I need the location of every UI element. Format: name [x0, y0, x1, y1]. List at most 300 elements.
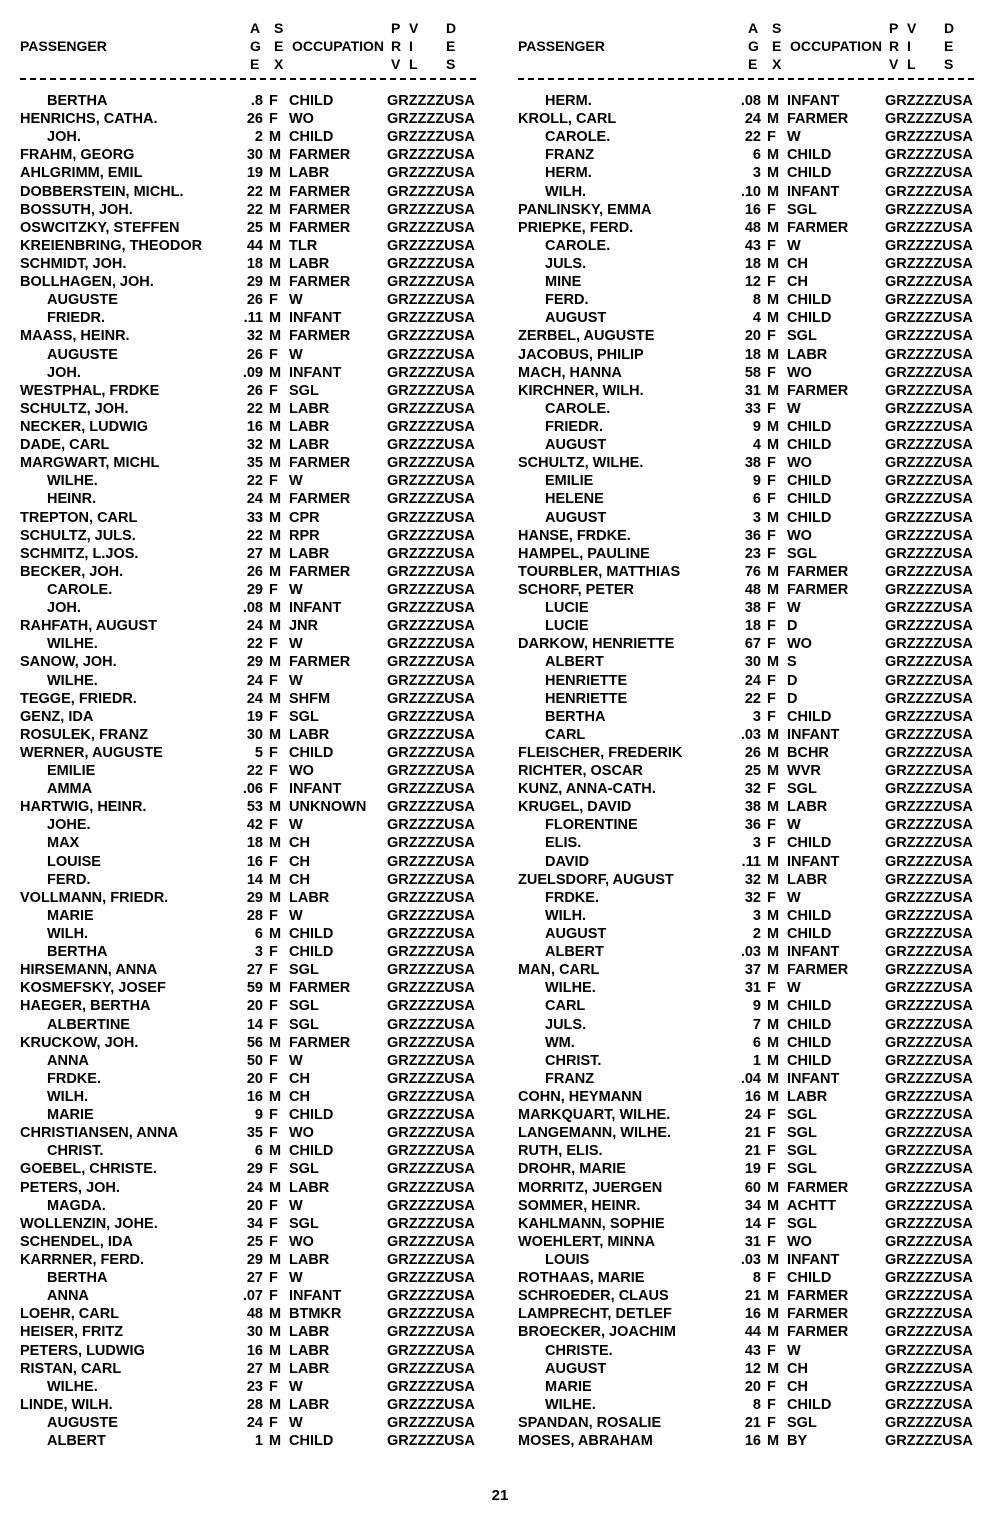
age-value: 53 — [246, 799, 263, 816]
passenger-name: EMILIE — [545, 473, 594, 490]
origin-destination-value: GRZZZZUSA — [885, 455, 973, 472]
origin-destination-value: GRZZZZUSA — [387, 1288, 475, 1305]
age-value: 16 — [744, 201, 761, 218]
age-value: 30 — [246, 1324, 263, 1341]
sex-value: F — [269, 962, 278, 979]
passenger-name: CAROLE. — [545, 400, 611, 417]
table-row — [20, 1179, 500, 1197]
column-header — [518, 18, 998, 74]
passenger-name: WILHE. — [545, 1396, 596, 1413]
occupation-value: D — [787, 672, 798, 689]
origin-destination-value: GRZZZZUSA — [885, 1179, 973, 1196]
age-value: 16 — [246, 1089, 263, 1106]
sex-value: F — [767, 545, 776, 562]
occupation-value: SGL — [787, 1215, 817, 1232]
header-vil-v: V — [907, 20, 917, 36]
table-row — [20, 1142, 500, 1160]
sex-value: M — [767, 111, 780, 128]
table-row — [20, 237, 500, 255]
sex-value: F — [767, 817, 776, 834]
occupation-value: FARMER — [787, 962, 849, 979]
sex-value: M — [767, 907, 780, 924]
sex-value: F — [767, 1233, 776, 1250]
table-row — [518, 780, 998, 798]
origin-destination-value: GRZZZZUSA — [885, 907, 973, 924]
table-row — [20, 1088, 500, 1106]
age-value: 24 — [246, 1414, 263, 1431]
occupation-value: SGL — [787, 328, 817, 345]
age-value: 7 — [752, 1016, 761, 1033]
sex-value: M — [767, 944, 780, 961]
passenger-name: BECKER, JOH. — [20, 563, 124, 580]
table-row — [518, 164, 998, 182]
age-value: 32 — [744, 889, 761, 906]
table-row — [518, 418, 998, 436]
occupation-value: CHILD — [787, 509, 832, 526]
passenger-name: MARIE — [47, 1107, 94, 1124]
occupation-value: W — [787, 237, 801, 254]
occupation-value: LABR — [289, 545, 330, 562]
table-row — [518, 382, 998, 400]
origin-destination-value: GRZZZZUSA — [885, 817, 973, 834]
passenger-name: HERM. — [545, 165, 592, 182]
header-vil-v: V — [409, 20, 419, 36]
table-row — [518, 1160, 998, 1178]
age-value: 30 — [744, 654, 761, 671]
age-value: 22 — [246, 183, 263, 200]
table-row — [518, 816, 998, 834]
passenger-name: FRIEDR. — [545, 418, 603, 435]
table-row — [20, 726, 500, 744]
age-value: 22 — [246, 473, 263, 490]
origin-destination-value: GRZZZZUSA — [387, 328, 475, 345]
age-value: 36 — [744, 817, 761, 834]
table-row — [20, 1034, 500, 1052]
origin-destination-value: GRZZZZUSA — [885, 744, 973, 761]
origin-destination-value: GRZZZZUSA — [387, 563, 475, 580]
origin-destination-value: GRZZZZUSA — [387, 147, 475, 164]
age-value: 3 — [752, 835, 761, 852]
origin-destination-value: GRZZZZUSA — [387, 799, 475, 816]
origin-destination-value: GRZZZZUSA — [885, 1306, 973, 1323]
table-row — [20, 1251, 500, 1269]
occupation-value: FARMER — [289, 183, 351, 200]
table-row — [518, 1052, 998, 1070]
origin-destination-value: GRZZZZUSA — [387, 962, 475, 979]
occupation-value: CHILD — [787, 926, 832, 943]
table-row — [20, 1305, 500, 1323]
occupation-value: CHILD — [787, 835, 832, 852]
header-pvl-p: P — [391, 20, 401, 36]
table-row — [518, 364, 998, 382]
origin-destination-value: GRZZZZUSA — [387, 781, 475, 798]
age-value: 22 — [246, 763, 263, 780]
header-des-s: S — [944, 56, 954, 72]
origin-destination-value: GRZZZZUSA — [387, 1034, 475, 1051]
age-value: 2 — [254, 129, 263, 146]
table-row — [20, 219, 500, 237]
sex-value: F — [767, 527, 776, 544]
origin-destination-value: GRZZZZUSA — [885, 763, 973, 780]
passenger-name: AUGUST — [545, 310, 607, 327]
table-row — [518, 1305, 998, 1323]
sex-value: F — [767, 690, 776, 707]
age-value: 25 — [744, 763, 761, 780]
table-row — [20, 545, 500, 563]
occupation-value: SGL — [787, 1161, 817, 1178]
age-value: 27 — [246, 1360, 263, 1377]
sex-value: F — [269, 817, 278, 834]
passenger-name: AUGUSTE — [47, 1414, 118, 1431]
origin-destination-value: GRZZZZUSA — [885, 1378, 973, 1395]
sex-value: F — [767, 1342, 776, 1359]
passenger-name: ZUELSDORF, AUGUST — [518, 871, 674, 888]
passenger-name: LOUIS — [545, 1252, 590, 1268]
table-row — [518, 961, 998, 979]
table-row — [20, 961, 500, 979]
origin-destination-value: GRZZZZUSA — [387, 1252, 475, 1268]
origin-destination-value: GRZZZZUSA — [387, 1089, 475, 1106]
origin-destination-value: GRZZZZUSA — [885, 600, 973, 617]
age-value: 2 — [752, 926, 761, 943]
origin-destination-value: GRZZZZUSA — [885, 147, 973, 164]
age-value: 20 — [246, 1197, 263, 1214]
sex-value: F — [269, 1052, 278, 1069]
origin-destination-value: GRZZZZUSA — [885, 382, 973, 399]
occupation-value: WO — [787, 636, 812, 653]
table-row — [20, 346, 500, 364]
origin-destination-value: GRZZZZUSA — [885, 545, 973, 562]
table-row — [518, 653, 998, 671]
occupation-value: SGL — [787, 781, 817, 798]
age-value: 29 — [246, 581, 263, 598]
sex-value: M — [269, 726, 282, 743]
passenger-name: JOH. — [47, 364, 81, 381]
table-row — [518, 545, 998, 563]
table-row — [518, 1215, 998, 1233]
age-value: 26 — [246, 346, 263, 363]
table-row — [518, 1251, 998, 1269]
table-row — [20, 1360, 500, 1378]
sex-value: F — [767, 455, 776, 472]
sex-value: M — [767, 437, 780, 454]
table-row — [518, 183, 998, 201]
passenger-name: AMMA — [47, 781, 93, 798]
sex-value: F — [269, 1414, 278, 1431]
table-row — [20, 907, 500, 925]
origin-destination-value: GRZZZZUSA — [387, 980, 475, 997]
age-value: 32 — [744, 781, 761, 798]
occupation-value: SGL — [289, 708, 319, 725]
passenger-name: HERM. — [545, 93, 592, 109]
occupation-value: W — [289, 1270, 303, 1287]
table-row — [20, 418, 500, 436]
passenger-name: SANOW, JOH. — [20, 654, 117, 671]
sex-value: F — [269, 1197, 278, 1214]
table-row — [518, 237, 998, 255]
occupation-value: SGL — [787, 545, 817, 562]
sex-value: F — [767, 1143, 776, 1160]
passenger-name: ROTHAAS, MARIE — [518, 1270, 645, 1287]
occupation-value: LABR — [289, 418, 330, 435]
table-row — [518, 907, 998, 925]
sex-value: M — [767, 1016, 780, 1033]
table-row — [518, 1233, 998, 1251]
origin-destination-value: GRZZZZUSA — [885, 980, 973, 997]
sex-value: F — [767, 1270, 776, 1287]
sex-value: F — [269, 763, 278, 780]
age-value: 30 — [246, 726, 263, 743]
age-value: 37 — [744, 962, 761, 979]
table-row — [20, 708, 500, 726]
table-row — [518, 979, 998, 997]
origin-destination-value: GRZZZZUSA — [885, 1143, 973, 1160]
passenger-name: BOSSUTH, JOH. — [20, 201, 133, 218]
header-sex-x: X — [772, 56, 782, 72]
age-value: 23 — [246, 1378, 263, 1395]
origin-destination-value: GRZZZZUSA — [885, 437, 973, 454]
occupation-value: CH — [787, 255, 808, 272]
sex-value: M — [767, 1197, 780, 1214]
sex-value: F — [269, 781, 278, 798]
passenger-name: AUGUST — [545, 926, 607, 943]
sex-value: M — [767, 1324, 780, 1341]
origin-destination-value: GRZZZZUSA — [387, 1270, 475, 1287]
passenger-name: WM. — [545, 1034, 575, 1051]
passenger-name: MARIE — [47, 907, 94, 924]
origin-destination-value: GRZZZZUSA — [885, 708, 973, 725]
age-value: 31 — [744, 382, 761, 399]
sex-value: M — [269, 255, 282, 272]
passenger-name: MAX — [47, 835, 80, 852]
origin-destination-value: GRZZZZUSA — [387, 1396, 475, 1413]
sex-value: F — [269, 1161, 278, 1178]
origin-destination-value: GRZZZZUSA — [885, 1233, 973, 1250]
passenger-name: DROHR, MARIE — [518, 1161, 626, 1178]
age-value: 12 — [744, 1360, 761, 1377]
age-value: 76 — [744, 563, 761, 580]
origin-destination-value: GRZZZZUSA — [885, 491, 973, 508]
sex-value: M — [269, 1252, 282, 1268]
age-value: 24 — [744, 672, 761, 689]
occupation-value: ACHTT — [787, 1197, 837, 1214]
origin-destination-value: GRZZZZUSA — [885, 183, 973, 200]
passenger-name: AHLGRIMM, EMIL — [20, 165, 143, 182]
table-row — [20, 1269, 500, 1287]
passenger-name: TOURBLER, MATTHIAS — [518, 563, 681, 580]
passenger-name: FERD. — [47, 871, 91, 888]
sex-value: M — [269, 1034, 282, 1051]
occupation-value: INFANT — [289, 310, 342, 327]
sex-value: F — [269, 292, 278, 309]
origin-destination-value: GRZZZZUSA — [387, 93, 475, 109]
age-value: 25 — [246, 1233, 263, 1250]
occupation-value: FARMER — [787, 219, 849, 236]
header-vil-i: I — [409, 38, 413, 54]
origin-destination-value: GRZZZZUSA — [885, 581, 973, 598]
table-row — [518, 1287, 998, 1305]
table-row — [518, 563, 998, 581]
passenger-name: WILHE. — [47, 473, 98, 490]
column-header — [20, 18, 500, 74]
origin-destination-value: GRZZZZUSA — [387, 255, 475, 272]
sex-value: M — [767, 310, 780, 327]
occupation-value: FARMER — [289, 654, 351, 671]
passenger-name: RAHFATH, AUGUST — [20, 618, 157, 635]
age-value: .03 — [740, 1252, 761, 1268]
table-row — [20, 1070, 500, 1088]
table-row — [20, 853, 500, 871]
sex-value: F — [767, 237, 776, 254]
origin-destination-value: GRZZZZUSA — [885, 509, 973, 526]
table-row — [20, 744, 500, 762]
origin-destination-value: GRZZZZUSA — [387, 437, 475, 454]
occupation-value: INFANT — [787, 93, 840, 109]
age-value: 19 — [246, 165, 263, 182]
passenger-name: KIRCHNER, WILH. — [518, 382, 644, 399]
origin-destination-value: GRZZZZUSA — [885, 690, 973, 707]
age-value: 60 — [744, 1179, 761, 1196]
origin-destination-value: GRZZZZUSA — [387, 853, 475, 870]
age-value: 24 — [246, 690, 263, 707]
passenger-name: FRIEDR. — [47, 310, 105, 327]
sex-value: F — [767, 835, 776, 852]
origin-destination-value: GRZZZZUSA — [387, 581, 475, 598]
table-row — [518, 599, 998, 617]
occupation-value: SGL — [289, 1215, 319, 1232]
origin-destination-value: GRZZZZUSA — [885, 944, 973, 961]
sex-value: M — [767, 853, 780, 870]
occupation-value: BY — [787, 1433, 808, 1450]
sex-value: M — [269, 364, 282, 381]
sex-value: M — [767, 799, 780, 816]
table-row — [20, 1233, 500, 1251]
age-value: 6 — [254, 1143, 263, 1160]
occupation-value: W — [289, 1414, 303, 1431]
sex-value: F — [269, 382, 278, 399]
header-des-d: D — [446, 20, 457, 36]
age-value: .07 — [242, 1288, 263, 1305]
header-pvl-p: P — [889, 20, 899, 36]
passenger-name: MINE — [545, 274, 582, 291]
origin-destination-value: GRZZZZUSA — [885, 310, 973, 327]
occupation-value: LABR — [787, 871, 828, 888]
sex-value: F — [269, 1288, 278, 1305]
origin-destination-value: GRZZZZUSA — [387, 292, 475, 309]
passenger-name: MACH, HANNA — [518, 364, 622, 381]
age-value: 19 — [744, 1161, 761, 1178]
age-value: 29 — [246, 654, 263, 671]
occupation-value: W — [787, 817, 801, 834]
occupation-value: LABR — [289, 1342, 330, 1359]
origin-destination-value: GRZZZZUSA — [387, 1179, 475, 1196]
age-value: .03 — [740, 726, 761, 743]
sex-value: F — [767, 129, 776, 146]
age-value: .06 — [242, 781, 263, 798]
passenger-name: WILHE. — [47, 1378, 98, 1395]
table-row — [20, 943, 500, 961]
origin-destination-value: GRZZZZUSA — [885, 926, 973, 943]
origin-destination-value: GRZZZZUSA — [387, 201, 475, 218]
sex-value: F — [767, 1414, 776, 1431]
sex-value: F — [767, 364, 776, 381]
passenger-name: KRUCKOW, JOH. — [20, 1034, 139, 1051]
occupation-value: CHILD — [289, 1143, 334, 1160]
sex-value: M — [767, 1306, 780, 1323]
sex-value: M — [269, 527, 282, 544]
origin-destination-value: GRZZZZUSA — [885, 129, 973, 146]
table-row — [20, 273, 500, 291]
passenger-name: BERTHA — [545, 708, 606, 725]
sex-value: M — [767, 93, 780, 109]
origin-destination-value: GRZZZZUSA — [885, 1107, 973, 1124]
occupation-value: LABR — [289, 1324, 330, 1341]
passenger-name: RICHTER, OSCAR — [518, 763, 643, 780]
table-row — [518, 291, 998, 309]
table-row — [20, 382, 500, 400]
origin-destination-value: GRZZZZUSA — [885, 1161, 973, 1178]
passenger-name: AUGUSTE — [47, 292, 118, 309]
sex-value: F — [269, 1378, 278, 1395]
header-pvl-r: R — [889, 38, 900, 54]
occupation-value: LABR — [289, 1252, 330, 1268]
occupation-value: LABR — [787, 1089, 828, 1106]
origin-destination-value: GRZZZZUSA — [387, 1161, 475, 1178]
passenger-name: CAROLE. — [47, 581, 113, 598]
sex-value: M — [269, 980, 282, 997]
occupation-value: W — [289, 1052, 303, 1069]
occupation-value: LABR — [289, 889, 330, 906]
sex-value: M — [767, 1179, 780, 1196]
sex-value: F — [767, 600, 776, 617]
passenger-name: MARKQUART, WILHE. — [518, 1107, 671, 1124]
age-value: 8 — [752, 1270, 761, 1287]
passenger-name: BERTHA — [47, 1270, 108, 1287]
occupation-value: CHILD — [787, 147, 832, 164]
passenger-name: ALBERT — [545, 944, 604, 961]
origin-destination-value: GRZZZZUSA — [387, 1070, 475, 1087]
passenger-name: ANNA — [47, 1052, 89, 1069]
table-row — [20, 454, 500, 472]
origin-destination-value: GRZZZZUSA — [885, 400, 973, 417]
header-age-a: A — [250, 20, 261, 36]
age-value: 38 — [744, 455, 761, 472]
passenger-name: CARL — [545, 726, 586, 743]
passenger-name: LOEHR, CARL — [20, 1306, 120, 1323]
sex-value: M — [767, 763, 780, 780]
origin-destination-value: GRZZZZUSA — [387, 1233, 475, 1250]
table-row — [518, 871, 998, 889]
sex-value: M — [767, 726, 780, 743]
occupation-value: W — [787, 889, 801, 906]
age-value: 33 — [246, 509, 263, 526]
table-row — [20, 164, 500, 182]
origin-destination-value: GRZZZZUSA — [885, 1270, 973, 1287]
passenger-name: SOMMER, HEINR. — [518, 1197, 641, 1214]
origin-destination-value: GRZZZZUSA — [885, 93, 973, 109]
origin-destination-value: GRZZZZUSA — [387, 871, 475, 888]
occupation-value: WO — [787, 364, 812, 381]
age-value: 20 — [744, 1378, 761, 1395]
sex-value: M — [269, 418, 282, 435]
sex-value: F — [269, 1107, 278, 1124]
passenger-name: FRAHM, GEORG — [20, 147, 135, 164]
age-value: 32 — [246, 437, 263, 454]
passenger-name: ALBERT — [47, 1433, 106, 1450]
sex-value: M — [269, 600, 282, 617]
age-value: 18 — [744, 618, 761, 635]
header-sex-s: S — [772, 20, 782, 36]
